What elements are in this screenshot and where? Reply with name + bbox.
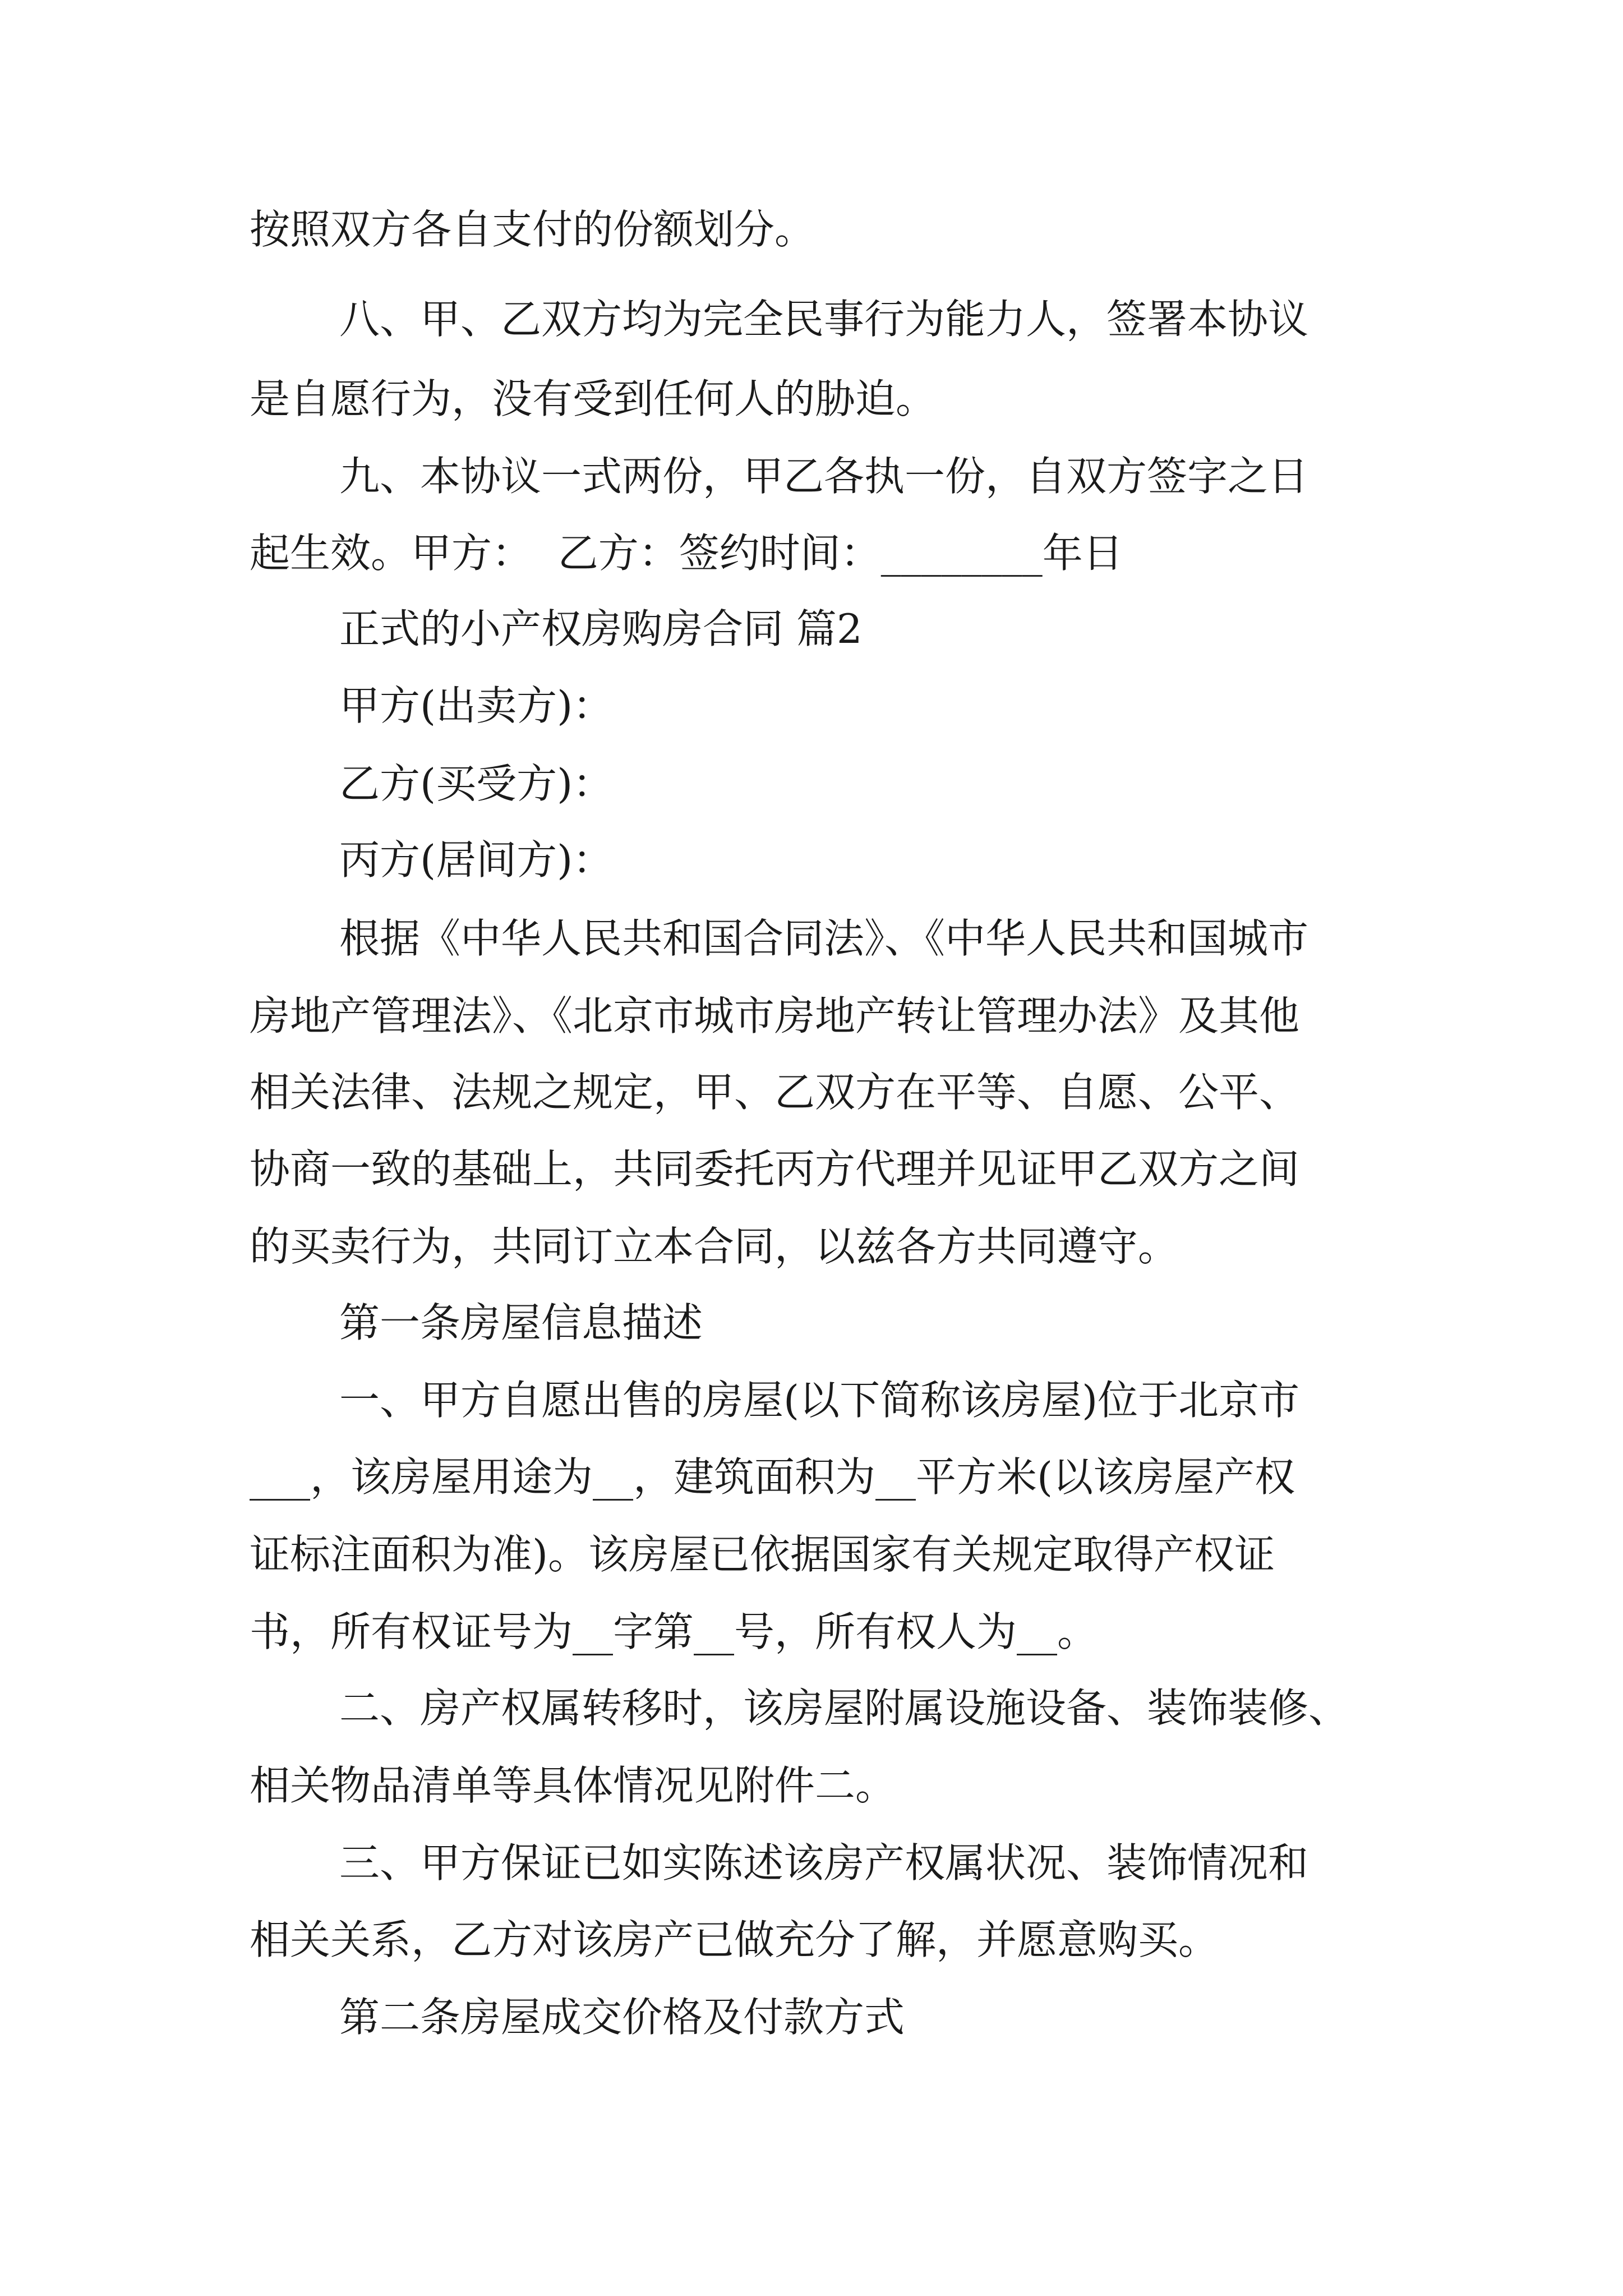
text-line: 三、甲方保证已如实陈述该房产权属状况、装饰情况和	[339, 1839, 1309, 1887]
text-line: 甲方(出卖方)：	[339, 682, 614, 729]
text-line: 二、房产权属转移时，该房屋附属设施设备、装饰装修、	[339, 1685, 1349, 1732]
text-line: 相关法律、法规之规定，甲、乙双方在平等、自愿、公平、	[250, 1069, 1300, 1116]
text-line: 九、本协议一式两份，甲乙各执一份，自双方签字之日	[339, 453, 1309, 500]
text-line: 按照双方各自支付的份额划分。	[250, 206, 815, 253]
section-heading: 正式的小产权房购房合同 篇2	[339, 605, 863, 652]
text-line: 起生效。甲方： 乙方：签约时间：________年日	[250, 530, 1123, 577]
text-line: 证标注面积为准)。该房屋已依据国家有关规定取得产权证	[250, 1531, 1275, 1578]
text-line: 协商一致的基础上，共同委托丙方代理并见证甲乙双方之间	[250, 1145, 1300, 1193]
text-line: 一、甲方自愿出售的房屋(以下简称该房屋)位于北京市	[339, 1377, 1300, 1424]
text-line: 丙方(居间方)：	[339, 836, 614, 884]
section-heading: 第二条房屋成交价格及付款方式	[339, 1994, 905, 2041]
text-line: 根据《中华人民共和国合同法》、《中华人民共和国城市	[339, 915, 1309, 962]
text-line: 乙方(买受方)：	[339, 760, 614, 807]
text-line: 房地产管理法》、《北京市城市房地产转让管理办法》及其他	[250, 992, 1300, 1039]
text-line: 是自愿行为，没有受到任何人的胁迫。	[250, 375, 937, 422]
text-line: ___，该房屋用途为__，建筑面积为__平方米(以该房屋产权	[250, 1453, 1295, 1501]
text-line: 相关物品清单等具体情况见附件二。	[250, 1762, 896, 1809]
text-line: 八、甲、乙双方均为完全民事行为能力人，签署本协议	[339, 296, 1309, 343]
text-line: 书，所有权证号为__字第__号，所有权人为__。	[250, 1608, 1098, 1655]
text-line: 的买卖行为，共同订立本合同，以兹各方共同遵守。	[250, 1223, 1179, 1270]
text-line: 相关关系，乙方对该房产已做充分了解，并愿意购买。	[250, 1916, 1219, 1963]
section-heading: 第一条房屋信息描述	[339, 1299, 703, 1346]
